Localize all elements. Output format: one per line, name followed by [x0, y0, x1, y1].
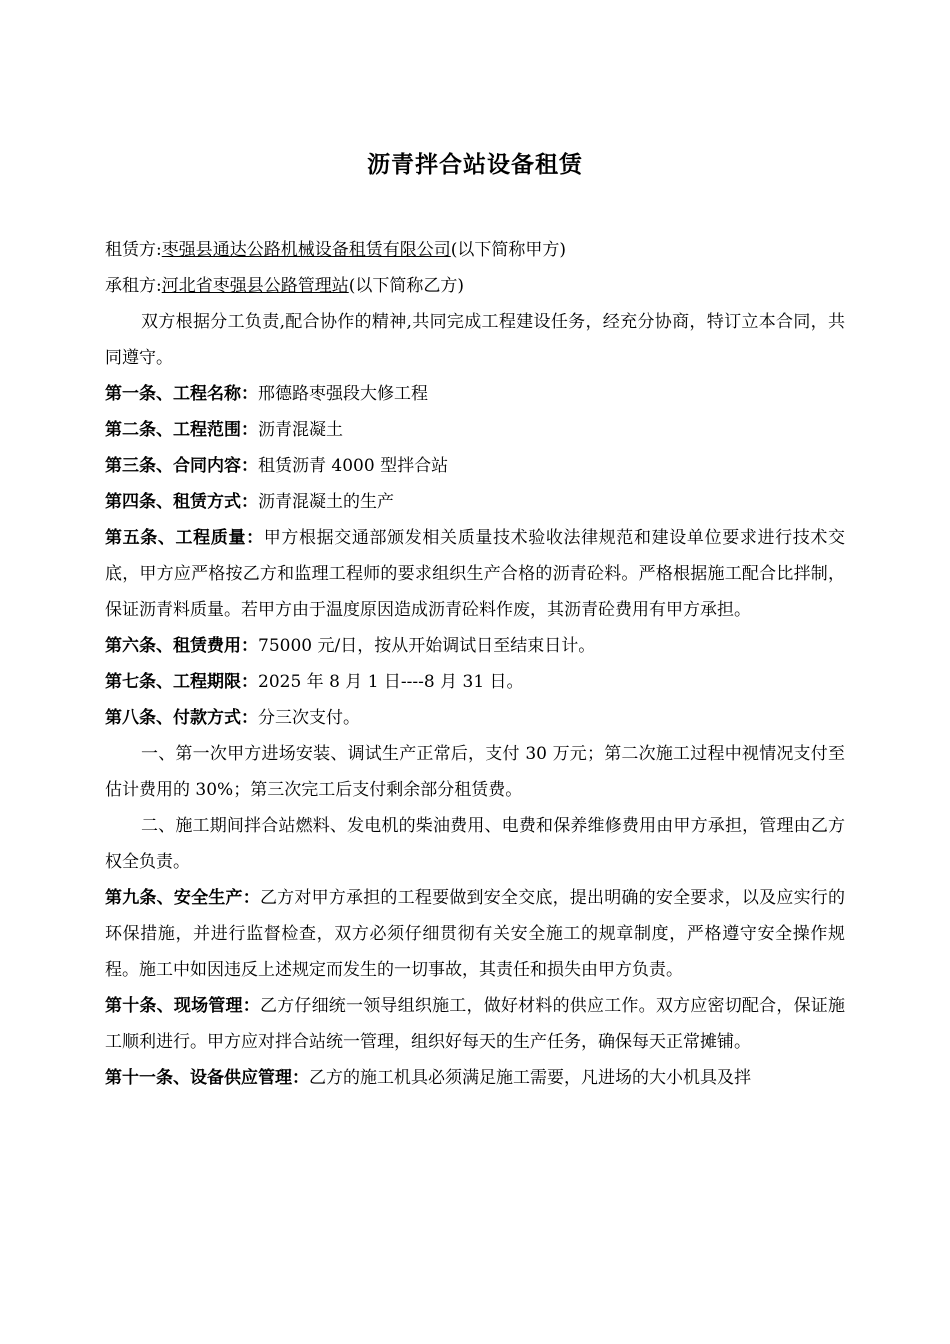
- payment-item-1: 一、第一次甲方进场安装、调试生产正常后，支付 30 万元；第二次施工过程中视情况支付至估计费用的 30%；第三次完工后支付剩余部分租赁费。: [105, 744, 845, 800]
- clause-1: [105, 376, 845, 412]
- clause-4: [105, 484, 845, 520]
- clause-heading: 第十一条、设备供应管理：: [105, 1068, 309, 1088]
- party-label: 租赁方:: [105, 240, 162, 260]
- party-name: 枣强县通达公路机械设备租赁有限公司: [161, 240, 451, 260]
- clause-text: 乙方的施工机具必须满足施工需要，凡进场的大小机具及拌: [309, 1068, 751, 1088]
- clause-heading: 第八条、付款方式：: [105, 708, 258, 728]
- clause-text: 75000 元/日，按从开始调试日至结束日计。: [258, 636, 596, 656]
- party-lessor: [105, 232, 845, 268]
- clause-text: 2025 年 8 月 1 日----8 月 31 日。: [258, 672, 524, 692]
- party-name: 河北省枣强县公路管理站: [161, 276, 349, 296]
- clause-heading: 第七条、工程期限：: [105, 672, 258, 692]
- clause-8: [105, 700, 845, 736]
- clause-text: 邢德路枣强段大修工程: [258, 384, 428, 404]
- party-suffix: (以下简称甲方): [450, 240, 566, 260]
- clause-heading: 第五条、工程质量：: [105, 528, 264, 548]
- clause-10: [105, 988, 845, 1060]
- clause-text: 沥青混凝土的生产: [258, 492, 394, 512]
- clause-heading: 第十条、现场管理：: [105, 996, 260, 1016]
- clause-heading: 第一条、工程名称：: [105, 384, 258, 404]
- contract-body: [105, 232, 845, 1096]
- clause-heading: 第九条、安全生产：: [105, 888, 260, 908]
- clause-text: 乙方对甲方承担的工程要做到安全交底，提出明确的安全要求，以及应实行的环保措施，并进行监督检查，双方必须仔细贯彻有关安全施工的规章制度，严格遵守安全操作规程。施工中如因违反上述规定而发生的一切事故，其责任和损失由甲方负责。: [105, 888, 846, 980]
- clause-7: [105, 664, 845, 700]
- party-label: 承租方:: [105, 276, 162, 296]
- party-suffix: (以下简称乙方): [348, 276, 464, 296]
- clause-heading: 第六条、租赁费用：: [105, 636, 258, 656]
- clause-5: [105, 520, 845, 628]
- clause-text: 甲方根据交通部颁发相关质量技术验收法律规范和建设单位要求进行技术交底，甲方应严格按乙方和监理工程师的要求组织生产合格的沥青砼料。严格根据施工配合比拌制，保证沥青料质量。若甲方由于温度原因造成沥青砼料作废，其沥青砼费用有甲方承担。: [105, 528, 846, 620]
- party-lessee: [105, 268, 845, 304]
- clause-text: 沥青混凝土: [258, 420, 343, 440]
- clause-6: [105, 628, 845, 664]
- clause-heading: 第四条、租赁方式：: [105, 492, 258, 512]
- clause-2: [105, 412, 845, 448]
- document-title: 沥青拌合站设备租赁: [367, 151, 583, 178]
- clause-3: [105, 448, 845, 484]
- clause-text: 分三次支付。: [258, 708, 360, 728]
- clause-11: [105, 1060, 845, 1096]
- clause-9: [105, 880, 845, 988]
- clause-text: 乙方仔细统一领导组织施工，做好材料的供应工作。双方应密切配合，保证施工顺利进行。甲方应对拌合站统一管理，组织好每天的生产任务，确保每天正常摊铺。: [105, 996, 846, 1052]
- intro-paragraph: 双方根据分工负责,配合协作的精神,共同完成工程建设任务，经充分协商，特订立本合同，共同遵守。: [105, 312, 845, 368]
- clause-heading: 第三条、合同内容：: [105, 456, 258, 476]
- payment-item-2: 二、施工期间拌合站燃料、发电机的柴油费用、电费和保养维修费用由甲方承担，管理由乙方权全负责。: [105, 816, 845, 872]
- clause-text: 租赁沥青 4000 型拌合站: [258, 456, 449, 476]
- clause-heading: 第二条、工程范围：: [105, 420, 258, 440]
